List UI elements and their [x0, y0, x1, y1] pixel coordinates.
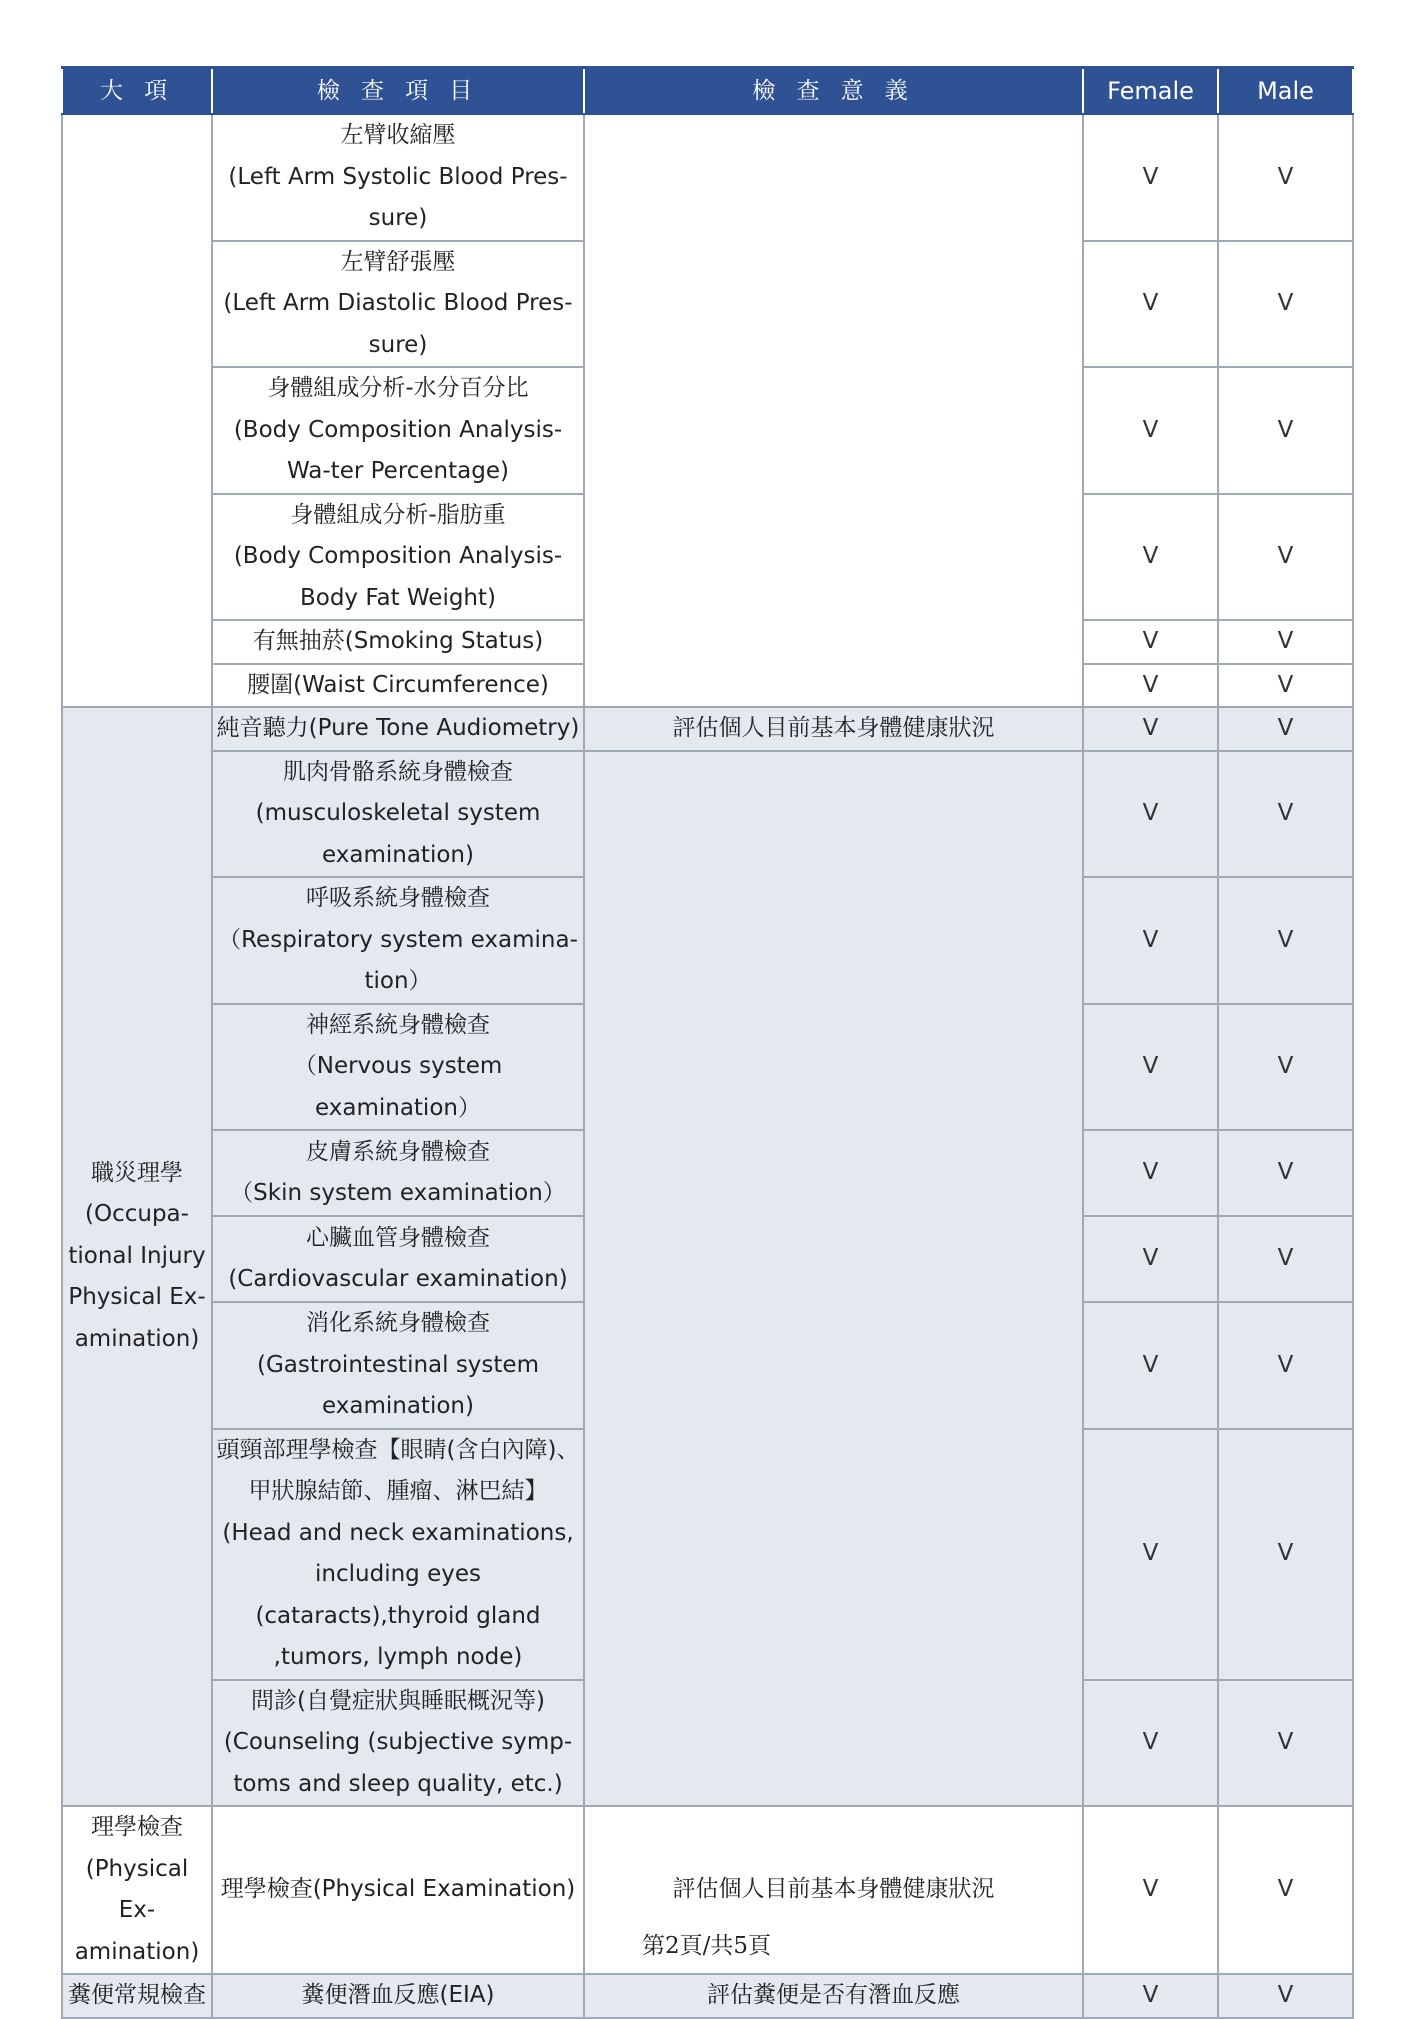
item-en: (Left Arm Diastolic Blood Pres-sure): [223, 290, 573, 358]
item-cell: 有無抽菸(Smoking Status): [212, 620, 584, 664]
category-zh: 理學檢查: [91, 1814, 183, 1840]
item-cell: 理學檢查(Physical Examination): [212, 1806, 584, 1974]
item-zh: 左臂收縮壓: [340, 122, 456, 148]
meaning-cell: 評估個人目前基本身體健康狀況: [584, 1806, 1083, 1974]
table-header-row: [62, 68, 1353, 115]
male-mark: V: [1218, 877, 1353, 1004]
female-mark: V: [1083, 877, 1218, 1004]
item-en: (Counseling (subjective symp-toms and sleep quality, etc.): [223, 1729, 573, 1797]
item-cell: 糞便潛血反應(EIA): [212, 1974, 584, 2018]
female-mark: V: [1083, 1429, 1218, 1680]
item-cell: [212, 1004, 584, 1131]
female-mark: V: [1083, 1216, 1218, 1302]
female-mark: V: [1083, 241, 1218, 368]
male-mark: V: [1218, 707, 1353, 751]
female-mark: V: [1083, 1302, 1218, 1429]
category-zh: 職災理學: [91, 1159, 183, 1186]
meaning-cell-empty: [584, 751, 1083, 1807]
item-zh: 肌肉骨骼系統身體檢查: [283, 758, 513, 785]
male-mark: V: [1218, 620, 1353, 664]
item-zh: 消化系統身體檢查: [306, 1310, 490, 1336]
header-category: 大 項: [62, 68, 212, 115]
item-zh: 身體組成分析-水分百分比: [267, 375, 529, 401]
item-en: (Gastrointestinal system examination): [257, 1351, 539, 1419]
header-meaning: 檢 查 意 義: [584, 68, 1083, 115]
item-en: （Nervous system examination）: [293, 1053, 503, 1121]
table-row: [62, 707, 1353, 751]
item-zh: 問診(自覺症狀與睡眠概況等): [251, 1687, 545, 1714]
male-mark: V: [1218, 1216, 1353, 1302]
header-item: 檢 查 項 目: [212, 68, 584, 115]
female-mark: V: [1083, 494, 1218, 621]
item-zh: 呼吸系統身體檢查: [306, 885, 490, 911]
meaning-cell: [584, 114, 1083, 707]
category-en: (Physical Ex-amination): [74, 1855, 200, 1965]
female-mark: V: [1083, 664, 1218, 708]
item-en: (Head and neck examinations, including eyes (cataracts),thyroid gland ,tumors, lymph node): [222, 1519, 574, 1670]
male-mark: V: [1218, 1130, 1353, 1216]
item-cell: [212, 1130, 584, 1216]
item-cell: 腰圍(Waist Circumference): [212, 664, 584, 708]
female-mark: V: [1083, 1974, 1218, 2018]
item-en: (Body Composition Analysis-Wa-ter Percentage): [233, 416, 563, 484]
male-mark: V: [1218, 1302, 1353, 1429]
female-mark: V: [1083, 1004, 1218, 1131]
female-mark: V: [1083, 1806, 1218, 1974]
male-mark: V: [1218, 494, 1353, 621]
item-en: （Respiratory system examina-tion）: [218, 926, 578, 994]
item-en: (Body Composition Analysis-Body Fat Weight): [233, 543, 563, 611]
table-row: [62, 114, 1353, 241]
male-mark: V: [1218, 664, 1353, 708]
male-mark: V: [1218, 1974, 1353, 2018]
male-mark: V: [1218, 241, 1353, 368]
item-cell: [212, 1680, 584, 1807]
header-male: Male: [1218, 68, 1353, 115]
item-zh: 心臟血管身體檢查: [306, 1224, 490, 1251]
table-row: [62, 1974, 1353, 2018]
male-mark: V: [1218, 1806, 1353, 1974]
item-zh: 頭頸部理學檢查【眼睛(含白內障)、甲狀腺結節、腫瘤、淋巴結】: [216, 1436, 580, 1504]
item-zh: 左臂舒張壓: [340, 248, 456, 275]
male-mark: V: [1218, 114, 1353, 241]
male-mark: V: [1218, 367, 1353, 494]
item-cell: [212, 1216, 584, 1302]
item-en: （Skin system examination）: [230, 1180, 566, 1206]
category-cell: 糞便常規檢查: [62, 1974, 212, 2018]
male-mark: V: [1218, 1680, 1353, 1807]
item-cell: [212, 877, 584, 1004]
female-mark: V: [1083, 707, 1218, 751]
item-cell: [212, 241, 584, 368]
item-en: (Cardiovascular examination): [228, 1266, 568, 1292]
item-cell: [212, 751, 584, 878]
item-zh: 神經系統身體檢查: [306, 1011, 490, 1038]
male-mark: V: [1218, 1429, 1353, 1680]
category-cell: [62, 114, 212, 707]
header-female: Female: [1083, 68, 1218, 115]
page-number: 第2頁/共5頁: [641, 1933, 771, 1959]
table-row: [62, 751, 1353, 878]
female-mark: V: [1083, 1680, 1218, 1807]
category-en: (Occupa-tional Injury Physical Ex-amination): [68, 1201, 206, 1352]
male-mark: V: [1218, 751, 1353, 878]
item-cell: [212, 367, 584, 494]
category-cell: [62, 707, 212, 1806]
item-cell: [212, 1302, 584, 1429]
item-cell: [212, 494, 584, 621]
meaning-cell: 評估個人目前基本身體健康狀況: [584, 707, 1083, 751]
female-mark: V: [1083, 751, 1218, 878]
item-cell: 純音聽力(Pure Tone Audiometry): [212, 707, 584, 751]
item-cell: [212, 114, 584, 241]
item-en: (Left Arm Systolic Blood Pres-sure): [228, 163, 568, 231]
female-mark: V: [1083, 1130, 1218, 1216]
female-mark: V: [1083, 114, 1218, 241]
female-mark: V: [1083, 367, 1218, 494]
male-mark: V: [1218, 1004, 1353, 1131]
female-mark: V: [1083, 620, 1218, 664]
item-en: (musculoskeletal system examination): [255, 800, 541, 868]
item-zh: 身體組成分析-脂肪重: [290, 501, 506, 528]
item-zh: 皮膚系統身體檢查: [306, 1138, 490, 1165]
item-cell: [212, 1429, 584, 1680]
meaning-cell: 評估糞便是否有潛血反應: [584, 1974, 1083, 2018]
exam-items-table: [61, 66, 1354, 2019]
